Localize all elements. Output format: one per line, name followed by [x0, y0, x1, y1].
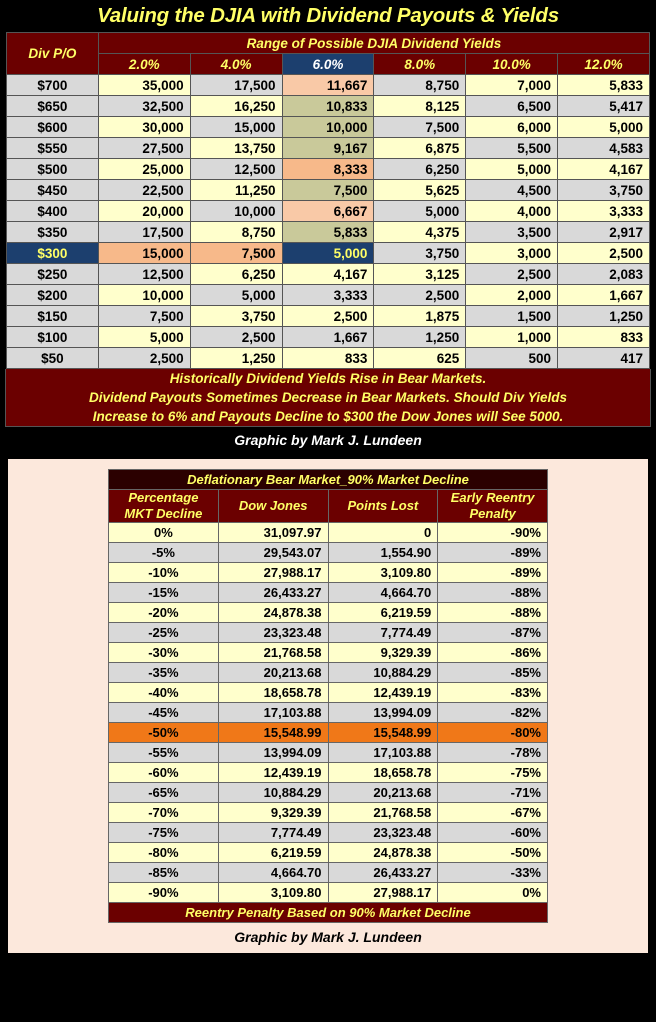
djia-value-cell: 7,500: [190, 243, 282, 264]
bear-value-cell: 0: [328, 523, 438, 543]
table-row: [7, 264, 650, 285]
djia-value-cell: 5,833: [282, 222, 374, 243]
bear-value-cell: -82%: [438, 703, 548, 723]
table-row: [109, 623, 548, 643]
bear-value-cell: 23,323.48: [218, 623, 328, 643]
djia-value-cell: 2,000: [466, 285, 558, 306]
bear-value-cell: -20%: [109, 603, 219, 623]
djia-value-cell: 5,000: [558, 117, 650, 138]
bear-value-cell: 6,219.59: [328, 603, 438, 623]
djia-value-cell: 12,500: [190, 159, 282, 180]
djia-value-cell: 1,667: [282, 327, 374, 348]
bear-value-cell: 12,439.19: [328, 683, 438, 703]
bear-value-cell: 26,433.27: [328, 863, 438, 883]
djia-value-cell: 15,000: [98, 243, 190, 264]
bear-value-cell: 13,994.09: [328, 703, 438, 723]
djia-value-cell: 1,000: [466, 327, 558, 348]
djia-value-cell: 3,500: [466, 222, 558, 243]
bear-value-cell: -50%: [109, 723, 219, 743]
bear-value-cell: -5%: [109, 543, 219, 563]
bear-value-cell: -90%: [438, 523, 548, 543]
djia-value-cell: 5,000: [98, 327, 190, 348]
djia-value-cell: 500: [466, 348, 558, 369]
djia-value-cell: 10,833: [282, 96, 374, 117]
bear-value-cell: 9,329.39: [328, 643, 438, 663]
table-row: [109, 563, 548, 583]
bear-table-footer: Reentry Penalty Based on 90% Market Decline: [109, 903, 548, 923]
bear-value-cell: 7,774.49: [328, 623, 438, 643]
bear-value-cell: 10,884.29: [218, 783, 328, 803]
djia-value-cell: 625: [374, 348, 466, 369]
djia-value-cell: 2,500: [282, 306, 374, 327]
table-row: [109, 883, 548, 903]
bear-value-cell: 3,109.80: [328, 563, 438, 583]
djia-value-cell: 5,625: [374, 180, 466, 201]
table-row: [109, 683, 548, 703]
djia-value-cell: 10,000: [98, 285, 190, 306]
table-row: [109, 803, 548, 823]
table-row: [109, 783, 548, 803]
note-line: Increase to 6% and Payouts Decline to $300 the Dow Jones will See 5000.: [92, 409, 564, 424]
div-payout-label: $350: [7, 222, 99, 243]
bear-value-cell: -75%: [438, 763, 548, 783]
djia-value-cell: 15,000: [190, 117, 282, 138]
bear-value-cell: -15%: [109, 583, 219, 603]
bear-value-cell: 13,994.09: [218, 743, 328, 763]
yield-column-header: 6.0%: [282, 54, 374, 75]
djia-value-cell: 16,250: [190, 96, 282, 117]
table-row: [109, 843, 548, 863]
note-line: Dividend Payouts Sometimes Decrease in Bear Markets. Should Div Yields: [89, 390, 567, 405]
bear-value-cell: 27,988.17: [218, 563, 328, 583]
bear-value-cell: 29,543.07: [218, 543, 328, 563]
djia-value-cell: 3,333: [558, 201, 650, 222]
djia-value-cell: 30,000: [98, 117, 190, 138]
djia-value-cell: 17,500: [190, 75, 282, 96]
div-payout-label: $150: [7, 306, 99, 327]
div-payout-label: $500: [7, 159, 99, 180]
table-row: [7, 285, 650, 306]
bear-value-cell: 3,109.80: [218, 883, 328, 903]
div-payout-label: $50: [7, 348, 99, 369]
djia-value-cell: 6,250: [190, 264, 282, 285]
bear-value-cell: 6,219.59: [218, 843, 328, 863]
bear-value-cell: 20,213.68: [218, 663, 328, 683]
bear-value-cell: -25%: [109, 623, 219, 643]
djia-value-cell: 1,250: [190, 348, 282, 369]
djia-value-cell: 13,750: [190, 138, 282, 159]
bear-value-cell: -40%: [109, 683, 219, 703]
bear-value-cell: 18,658.78: [218, 683, 328, 703]
djia-value-cell: 6,250: [374, 159, 466, 180]
table-row: [7, 75, 650, 96]
bear-value-cell: -87%: [438, 623, 548, 643]
bear-value-cell: -65%: [109, 783, 219, 803]
div-payout-label: $300: [7, 243, 99, 264]
div-payout-label: $600: [7, 117, 99, 138]
djia-value-cell: 3,000: [466, 243, 558, 264]
djia-value-cell: 22,500: [98, 180, 190, 201]
dividend-yield-panel: [0, 0, 656, 455]
table-row: [109, 543, 548, 563]
djia-value-cell: 7,500: [98, 306, 190, 327]
djia-value-cell: 6,000: [466, 117, 558, 138]
graphic-credit-bottom: Graphic by Mark J. Lundeen: [234, 929, 422, 945]
bear-value-cell: 26,433.27: [218, 583, 328, 603]
yield-column-header: 10.0%: [466, 54, 558, 75]
bear-value-cell: 9,329.39: [218, 803, 328, 823]
bear-value-cell: 12,439.19: [218, 763, 328, 783]
djia-value-cell: 6,667: [282, 201, 374, 222]
bear-value-cell: 21,768.58: [218, 643, 328, 663]
djia-value-cell: 10,000: [190, 201, 282, 222]
note-line: Historically Dividend Yields Rise in Bear Markets.: [169, 371, 487, 386]
djia-value-cell: 8,125: [374, 96, 466, 117]
djia-value-cell: 3,750: [190, 306, 282, 327]
table-row: [109, 663, 548, 683]
bear-value-cell: 23,323.48: [328, 823, 438, 843]
table-row: [109, 743, 548, 763]
djia-value-cell: 9,167: [282, 138, 374, 159]
djia-value-cell: 833: [282, 348, 374, 369]
djia-value-cell: 6,875: [374, 138, 466, 159]
djia-value-cell: 1,667: [558, 285, 650, 306]
yield-range-header: Range of Possible DJIA Dividend Yields: [98, 33, 649, 54]
div-payout-label: $100: [7, 327, 99, 348]
djia-value-cell: 4,000: [466, 201, 558, 222]
djia-value-cell: 4,375: [374, 222, 466, 243]
bear-value-cell: -33%: [438, 863, 548, 883]
bear-value-cell: -85%: [438, 663, 548, 683]
djia-value-cell: 1,250: [374, 327, 466, 348]
djia-value-cell: 4,167: [558, 159, 650, 180]
div-payout-label: $250: [7, 264, 99, 285]
djia-value-cell: 7,000: [466, 75, 558, 96]
notes-block: [5, 369, 651, 427]
bear-value-cell: 1,554.90: [328, 543, 438, 563]
table-row: [7, 96, 650, 117]
bear-value-cell: 4,664.70: [218, 863, 328, 883]
table-row: [7, 138, 650, 159]
djia-value-cell: 5,000: [282, 243, 374, 264]
bear-value-cell: -30%: [109, 643, 219, 663]
djia-value-cell: 4,500: [466, 180, 558, 201]
div-payout-label: $400: [7, 201, 99, 222]
table-row: [7, 243, 650, 264]
bear-value-cell: -50%: [438, 843, 548, 863]
djia-value-cell: 3,750: [374, 243, 466, 264]
bear-value-cell: -90%: [109, 883, 219, 903]
bear-value-cell: 10,884.29: [328, 663, 438, 683]
djia-value-cell: 4,167: [282, 264, 374, 285]
div-payout-label: $200: [7, 285, 99, 306]
djia-value-cell: 1,875: [374, 306, 466, 327]
table-row: [7, 159, 650, 180]
bear-value-cell: 18,658.78: [328, 763, 438, 783]
bear-value-cell: 31,097.97: [218, 523, 328, 543]
djia-value-cell: 35,000: [98, 75, 190, 96]
bear-value-cell: -67%: [438, 803, 548, 823]
bear-value-cell: -80%: [438, 723, 548, 743]
bear-market-table: [108, 469, 548, 923]
bear-value-cell: -45%: [109, 703, 219, 723]
table-row: [7, 306, 650, 327]
table-row: [109, 603, 548, 623]
djia-value-cell: 5,500: [466, 138, 558, 159]
dividend-yield-table: [6, 32, 650, 369]
djia-value-cell: 8,750: [374, 75, 466, 96]
bear-value-cell: -78%: [438, 743, 548, 763]
bear-value-cell: -71%: [438, 783, 548, 803]
djia-value-cell: 3,333: [282, 285, 374, 306]
table-row: [109, 863, 548, 883]
bear-value-cell: 21,768.58: [328, 803, 438, 823]
table-row: [109, 643, 548, 663]
bear-value-cell: -85%: [109, 863, 219, 883]
bear-value-cell: -89%: [438, 543, 548, 563]
djia-value-cell: 2,500: [98, 348, 190, 369]
djia-value-cell: 27,500: [98, 138, 190, 159]
bear-column-header: Percentage MKT Decline: [109, 490, 219, 523]
yield-column-header: 2.0%: [98, 54, 190, 75]
table-row: [7, 117, 650, 138]
table-row: [7, 327, 650, 348]
div-payout-header: Div P/O: [7, 33, 99, 75]
bear-value-cell: -60%: [438, 823, 548, 843]
bear-value-cell: 17,103.88: [218, 703, 328, 723]
bear-market-panel: [8, 459, 648, 953]
bear-value-cell: -10%: [109, 563, 219, 583]
bear-value-cell: -75%: [109, 823, 219, 843]
bear-value-cell: -88%: [438, 603, 548, 623]
djia-value-cell: 5,833: [558, 75, 650, 96]
bear-value-cell: 27,988.17: [328, 883, 438, 903]
bear-value-cell: 4,664.70: [328, 583, 438, 603]
bear-value-cell: -35%: [109, 663, 219, 683]
djia-value-cell: 5,000: [190, 285, 282, 306]
div-payout-label: $450: [7, 180, 99, 201]
djia-value-cell: 2,500: [190, 327, 282, 348]
djia-value-cell: 5,000: [374, 201, 466, 222]
bear-value-cell: -80%: [109, 843, 219, 863]
djia-value-cell: 10,000: [282, 117, 374, 138]
djia-value-cell: 3,750: [558, 180, 650, 201]
djia-value-cell: 4,583: [558, 138, 650, 159]
table-row: [109, 763, 548, 783]
div-payout-label: $700: [7, 75, 99, 96]
page-title: Valuing the DJIA with Dividend Payouts & Yields: [97, 4, 559, 27]
bear-value-cell: 7,774.49: [218, 823, 328, 843]
djia-value-cell: 2,500: [466, 264, 558, 285]
bear-value-cell: -70%: [109, 803, 219, 823]
bear-column-header: Points Lost: [328, 490, 438, 523]
table-row: [7, 201, 650, 222]
bear-value-cell: 20,213.68: [328, 783, 438, 803]
div-payout-label: $650: [7, 96, 99, 117]
djia-value-cell: 8,750: [190, 222, 282, 243]
bear-table-title: Deflationary Bear Market_90% Market Decline: [109, 470, 548, 490]
table-row: [7, 348, 650, 369]
table-row: [7, 222, 650, 243]
bear-value-cell: 0%: [438, 883, 548, 903]
bear-value-cell: 0%: [109, 523, 219, 543]
djia-value-cell: 11,667: [282, 75, 374, 96]
div-payout-label: $550: [7, 138, 99, 159]
djia-value-cell: 1,250: [558, 306, 650, 327]
bear-value-cell: -89%: [438, 563, 548, 583]
djia-value-cell: 8,333: [282, 159, 374, 180]
bear-value-cell: 24,878.38: [218, 603, 328, 623]
djia-value-cell: 833: [558, 327, 650, 348]
djia-value-cell: 2,917: [558, 222, 650, 243]
bear-value-cell: 24,878.38: [328, 843, 438, 863]
djia-value-cell: 32,500: [98, 96, 190, 117]
djia-value-cell: 417: [558, 348, 650, 369]
djia-value-cell: 11,250: [190, 180, 282, 201]
table-row: [7, 180, 650, 201]
table-row: [109, 583, 548, 603]
djia-value-cell: 2,500: [374, 285, 466, 306]
djia-value-cell: 7,500: [282, 180, 374, 201]
bear-value-cell: -83%: [438, 683, 548, 703]
table-row: [109, 823, 548, 843]
djia-value-cell: 25,000: [98, 159, 190, 180]
bear-value-cell: -88%: [438, 583, 548, 603]
graphic-credit-top: Graphic by Mark J. Lundeen: [0, 427, 656, 455]
bear-column-header: Early Reentry Penalty: [438, 490, 548, 523]
table-row: [109, 703, 548, 723]
djia-value-cell: 5,417: [558, 96, 650, 117]
bear-value-cell: 17,103.88: [328, 743, 438, 763]
djia-value-cell: 17,500: [98, 222, 190, 243]
djia-value-cell: 2,083: [558, 264, 650, 285]
table-row: [109, 523, 548, 543]
djia-value-cell: 2,500: [558, 243, 650, 264]
djia-value-cell: 3,125: [374, 264, 466, 285]
bear-value-cell: -60%: [109, 763, 219, 783]
djia-value-cell: 6,500: [466, 96, 558, 117]
djia-value-cell: 7,500: [374, 117, 466, 138]
djia-value-cell: 5,000: [466, 159, 558, 180]
djia-value-cell: 12,500: [98, 264, 190, 285]
yield-column-header: 12.0%: [558, 54, 650, 75]
bear-value-cell: 15,548.99: [218, 723, 328, 743]
djia-value-cell: 1,500: [466, 306, 558, 327]
table-row: [109, 723, 548, 743]
yield-column-header: 4.0%: [190, 54, 282, 75]
bear-column-header: Dow Jones: [218, 490, 328, 523]
bear-value-cell: -55%: [109, 743, 219, 763]
yield-column-header: 8.0%: [374, 54, 466, 75]
bear-value-cell: -86%: [438, 643, 548, 663]
bear-value-cell: 15,548.99: [328, 723, 438, 743]
djia-value-cell: 20,000: [98, 201, 190, 222]
